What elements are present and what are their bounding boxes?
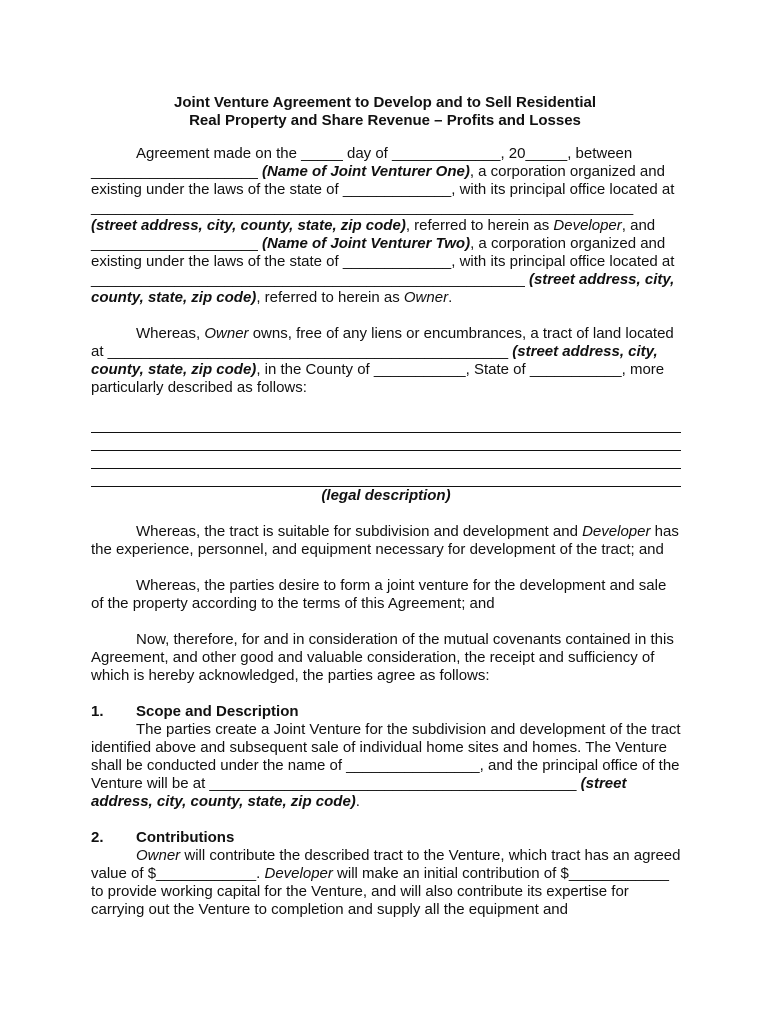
text: . bbox=[448, 289, 453, 306]
paragraph-whereas-suitable bbox=[91, 523, 681, 559]
paragraph-parties bbox=[91, 145, 681, 307]
section-2-body bbox=[91, 847, 681, 919]
text: , a corporation organized and existing under the laws of the state of _____________, with its principal office located at ____________________________________________________ bbox=[91, 235, 675, 288]
paragraph-whereas-owner bbox=[91, 325, 681, 397]
legal-description-line bbox=[91, 451, 681, 469]
placeholder-address: (street address, city, county, state, zip code) bbox=[91, 343, 658, 378]
text: , referred to herein as bbox=[256, 289, 404, 306]
title-line-1: Joint Venture Agreement to Develop and to Sell Residential bbox=[173, 94, 597, 111]
placeholder-address: (street address, city, county, state, zip code) bbox=[91, 271, 675, 306]
text: . bbox=[355, 793, 360, 810]
text: will make an initial contribution of $____________ to provide working capital for the Venture, and will also contribute its expertise for carrying out the Venture to completion and supply all the equipment and bbox=[91, 865, 669, 918]
section-title: Contributions bbox=[136, 829, 235, 846]
text: , and ____________________ bbox=[91, 217, 656, 252]
legal-description-label: (legal description) bbox=[321, 487, 451, 504]
paragraph-now-therefore: Now, therefore, for and in consideration of the mutual covenants contained in this Agreement, and other good and valuable consideration, the receipt and sufficiency of which is hereby acknowledged, the parties agree as follows: bbox=[91, 631, 674, 684]
section-1-body bbox=[91, 721, 681, 811]
text: The parties create a Joint Venture for the subdivision and development of the tract identified above and subsequent sale of individual home sites and homes. The Venture shall be conducted under the name of ________________, and the principal office of the Venture will be at ____________________________________________ bbox=[91, 721, 681, 792]
legal-description-line bbox=[91, 415, 681, 433]
text: , referred to herein as bbox=[405, 217, 554, 234]
section-number: 1. bbox=[91, 703, 104, 720]
document-title bbox=[0, 94, 770, 130]
term-developer: Developer bbox=[582, 523, 651, 540]
title-line-2: Real Property and Share Revenue – Profits and Losses bbox=[189, 112, 581, 129]
text: Whereas, bbox=[136, 325, 205, 342]
legal-description-line bbox=[91, 433, 681, 451]
section-title: Scope and Description bbox=[136, 703, 299, 720]
placeholder-venturer-two: (Name of Joint Venturer Two) bbox=[262, 235, 471, 252]
term-owner: Owner bbox=[204, 325, 249, 342]
document-body bbox=[91, 145, 681, 937]
term-owner: Owner bbox=[403, 289, 449, 306]
term-developer: Developer bbox=[264, 865, 333, 882]
section-number: 2. bbox=[91, 829, 104, 846]
text: owns, free of any liens or encumbrances, a tract of land located at ________________________________________________ bbox=[91, 325, 674, 360]
placeholder-address: (street address, city, county, state, zip code) bbox=[91, 775, 627, 810]
text: , in the County of ___________, State of ___________, more particularly described as follows: bbox=[91, 361, 665, 396]
paragraph-whereas-desire: Whereas, the parties desire to form a joint venture for the development and sale of the property according to the terms of this Agreement; and bbox=[91, 577, 667, 612]
section-1-heading bbox=[91, 703, 681, 721]
term-developer: Developer bbox=[553, 217, 622, 234]
text: will contribute the described tract to the Venture, which tract has an agreed value of $____________. bbox=[91, 847, 681, 882]
term-owner: Owner bbox=[136, 847, 181, 864]
text: , a corporation organized and existing under the laws of the state of _____________, with its principal office located at _________________________________________________________________ bbox=[91, 163, 675, 216]
text: has the experience, personnel, and equipment necessary for development of the tract; and bbox=[91, 523, 679, 558]
legal-description-line bbox=[91, 469, 681, 487]
placeholder-address: (street address, city, county, state, zip code) bbox=[91, 217, 406, 234]
text: Whereas, the tract is suitable for subdivision and development and bbox=[136, 523, 583, 540]
spacer bbox=[91, 397, 681, 415]
section-2-heading bbox=[91, 829, 681, 847]
placeholder-venturer-one: (Name of Joint Venturer One) bbox=[262, 163, 470, 180]
text: Agreement made on the _____ day of _____________, 20_____, between ____________________ bbox=[91, 145, 633, 180]
